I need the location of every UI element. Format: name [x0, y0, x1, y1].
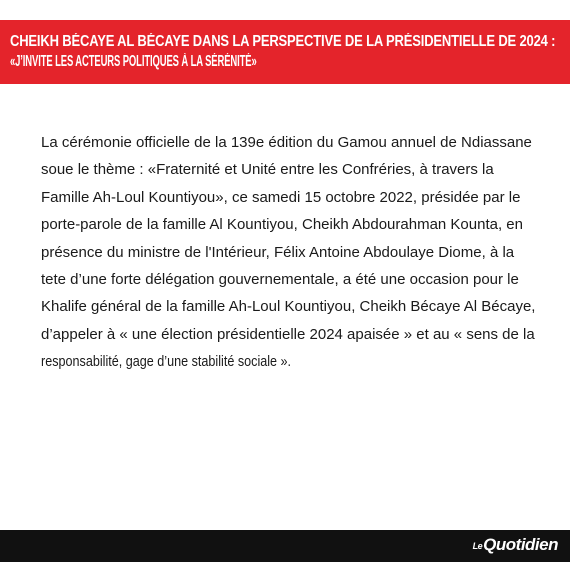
headline-line-2: «J’INVITE LES ACTEURS POLITIQUES À LA SÉRÉNITÉ»	[10, 53, 257, 70]
logo-name: Quotidien	[483, 535, 558, 554]
headline-banner	[0, 20, 570, 84]
body-line: d’appeler à « une élection présidentielle 2024 apaisée » et au « sens de la	[41, 325, 535, 343]
body-line: présence du ministre de l'Intérieur, Félix Antoine Abdoulaye Diome, à la	[41, 243, 515, 261]
footer-bar	[0, 530, 570, 562]
body-line: porte-parole de la famille Al Kountiyou, Cheikh Abdourahman Kounta, en	[41, 216, 523, 234]
body-line: tete d’une forte délégation gouvernementale, a été une occasion pour le	[41, 271, 519, 289]
body-line: soue le thème : «Fraternité et Unité entre les Confréries, à travers la	[41, 161, 494, 179]
body-line: La cérémonie officielle de la 139e édition du Gamou annuel de Ndiassane	[41, 134, 532, 151]
article-body	[41, 129, 539, 376]
body-line: Khalife général de la famille Ah-Loul Kountiyou, Cheikh Bécaye Al Bécaye,	[41, 298, 536, 316]
body-line: Famille Ah-Loul Kountiyou», ce samedi 15 octobre 2022, présidée par le	[41, 188, 521, 206]
brand-logo	[473, 535, 558, 555]
top-watermark	[0, 0, 570, 20]
headline-line-1: CHEIKH BÉCAYE AL BÉCAYE DANS LA PERSPECTIVE DE LA PRÉSIDENTIELLE DE 2024 :	[10, 33, 556, 50]
watermark-band	[0, 84, 570, 130]
body-line: responsabilité, gage d’une stabilité sociale ».	[41, 353, 292, 371]
logo-prefix: Le	[472, 541, 483, 551]
bottom-strip	[0, 562, 570, 570]
